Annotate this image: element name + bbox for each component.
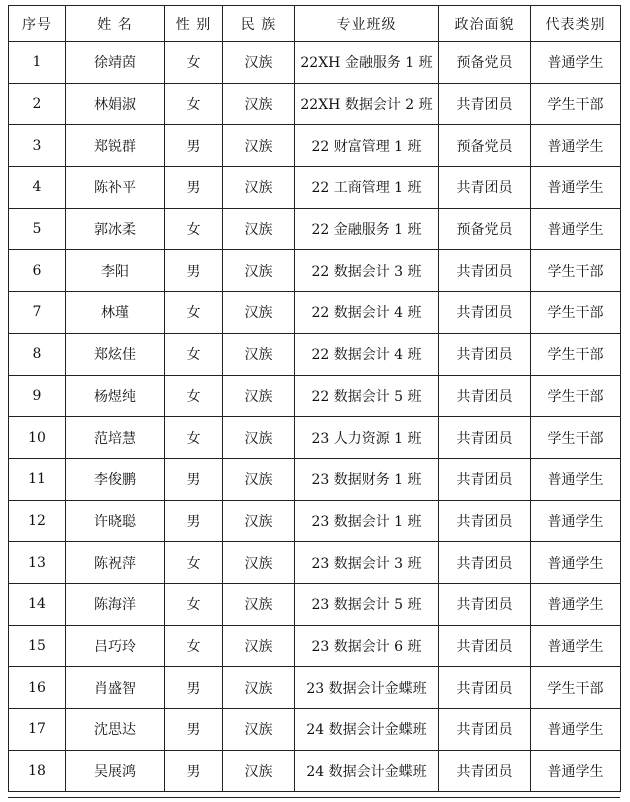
cell-ethnicity: 汉族 [223,417,295,459]
cell-class: 22 财富管理 1 班 [295,125,439,167]
cell-index: 4 [9,167,66,209]
cell-political-status: 共青团员 [439,750,531,792]
cell-representative-type: 普通学生 [531,709,621,751]
cell-political-status: 共青团员 [439,667,531,709]
table-header [9,6,621,42]
table-body [9,42,621,792]
cell-name: 陈补平 [66,167,165,209]
cell-gender: 女 [165,83,223,125]
cell-index: 10 [9,417,66,459]
cell-class: 22 数据会计 4 班 [295,333,439,375]
cell-gender: 男 [165,250,223,292]
cell-class: 23 数据会计金蝶班 [295,667,439,709]
table-row [9,83,621,125]
cell-name: 郑炫佳 [66,333,165,375]
cell-gender: 女 [165,583,223,625]
cell-index: 18 [9,750,66,792]
cell-ethnicity: 汉族 [223,542,295,584]
cell-gender: 男 [165,125,223,167]
cell-index: 15 [9,625,66,667]
cell-representative-type: 普通学生 [531,625,621,667]
cell-index: 9 [9,375,66,417]
cell-representative-type: 普通学生 [531,125,621,167]
table-row [9,417,621,459]
header-index: 序号 [9,6,66,42]
cell-political-status: 共青团员 [439,167,531,209]
cell-representative-type: 普通学生 [531,583,621,625]
cell-name: 肖盛智 [66,667,165,709]
cell-political-status: 共青团员 [439,375,531,417]
cell-class: 23 数据财务 1 班 [295,458,439,500]
cell-gender: 女 [165,375,223,417]
table-row [9,208,621,250]
cell-index: 13 [9,542,66,584]
cell-representative-type: 普通学生 [531,542,621,584]
cell-class: 23 数据会计 3 班 [295,542,439,584]
header-political-status: 政治面貌 [439,6,531,42]
cell-representative-type: 学生干部 [531,667,621,709]
table-row [9,292,621,334]
cell-class: 23 人力资源 1 班 [295,417,439,459]
cell-name: 许晓聪 [66,500,165,542]
table-row [9,667,621,709]
cell-representative-type: 学生干部 [531,250,621,292]
table-row [9,583,621,625]
cell-ethnicity: 汉族 [223,667,295,709]
cell-index: 5 [9,208,66,250]
table-row [9,375,621,417]
cell-political-status: 共青团员 [439,83,531,125]
cell-political-status: 共青团员 [439,250,531,292]
header-representative-type: 代表类别 [531,6,621,42]
cell-representative-type: 学生干部 [531,83,621,125]
cell-representative-type: 普通学生 [531,500,621,542]
cell-political-status: 共青团员 [439,458,531,500]
cell-ethnicity: 汉族 [223,625,295,667]
cell-class: 23 数据会计 5 班 [295,583,439,625]
cell-name: 陈祝萍 [66,542,165,584]
table-row [9,333,621,375]
cell-representative-type: 普通学生 [531,750,621,792]
cell-name: 林娟淑 [66,83,165,125]
table-row [9,42,621,84]
cell-class: 22XH 数据会计 2 班 [295,83,439,125]
cell-representative-type: 普通学生 [531,167,621,209]
table-row [9,125,621,167]
table-row [9,250,621,292]
cell-representative-type: 普通学生 [531,458,621,500]
cell-index: 7 [9,292,66,334]
cell-index: 8 [9,333,66,375]
header-ethnicity: 民 族 [223,6,295,42]
cell-name: 林瑾 [66,292,165,334]
cell-index: 11 [9,458,66,500]
cell-gender: 女 [165,625,223,667]
cell-representative-type: 学生干部 [531,292,621,334]
cell-ethnicity: 汉族 [223,583,295,625]
cell-political-status: 共青团员 [439,292,531,334]
cell-gender: 男 [165,500,223,542]
cell-gender: 男 [165,167,223,209]
cell-ethnicity: 汉族 [223,208,295,250]
cell-gender: 女 [165,542,223,584]
cell-gender: 女 [165,208,223,250]
cell-class: 23 数据会计 1 班 [295,500,439,542]
cell-political-status: 共青团员 [439,333,531,375]
bottom-border-line [8,797,620,798]
cell-ethnicity: 汉族 [223,750,295,792]
cell-index: 2 [9,83,66,125]
table-row [9,500,621,542]
header-class: 专业班级 [295,6,439,42]
table-row [9,542,621,584]
table-row [9,750,621,792]
cell-ethnicity: 汉族 [223,333,295,375]
cell-index: 6 [9,250,66,292]
header-row [9,6,621,42]
cell-class: 22 工商管理 1 班 [295,167,439,209]
cell-ethnicity: 汉族 [223,42,295,84]
cell-gender: 男 [165,458,223,500]
cell-ethnicity: 汉族 [223,292,295,334]
cell-political-status: 共青团员 [439,709,531,751]
cell-name: 陈海洋 [66,583,165,625]
table-row [9,167,621,209]
table-row [9,458,621,500]
cell-political-status: 共青团员 [439,417,531,459]
table-row [9,625,621,667]
cell-name: 李阳 [66,250,165,292]
cell-ethnicity: 汉族 [223,500,295,542]
table-row [9,709,621,751]
cell-ethnicity: 汉族 [223,250,295,292]
cell-gender: 男 [165,667,223,709]
cell-ethnicity: 汉族 [223,458,295,500]
cell-representative-type: 学生干部 [531,417,621,459]
cell-index: 14 [9,583,66,625]
cell-political-status: 预备党员 [439,125,531,167]
cell-ethnicity: 汉族 [223,125,295,167]
cell-ethnicity: 汉族 [223,375,295,417]
representatives-table [8,5,621,792]
cell-gender: 男 [165,750,223,792]
cell-ethnicity: 汉族 [223,83,295,125]
cell-name: 郭冰柔 [66,208,165,250]
cell-class: 22 数据会计 3 班 [295,250,439,292]
cell-index: 16 [9,667,66,709]
cell-class: 24 数据会计金蝶班 [295,709,439,751]
cell-political-status: 共青团员 [439,625,531,667]
cell-political-status: 共青团员 [439,542,531,584]
cell-ethnicity: 汉族 [223,167,295,209]
cell-name: 郑锐群 [66,125,165,167]
cell-gender: 女 [165,292,223,334]
cell-index: 17 [9,709,66,751]
cell-ethnicity: 汉族 [223,709,295,751]
cell-class: 24 数据会计金蝶班 [295,750,439,792]
cell-representative-type: 学生干部 [531,375,621,417]
cell-representative-type: 普通学生 [531,42,621,84]
cell-name: 杨煜纯 [66,375,165,417]
cell-name: 吴展鸿 [66,750,165,792]
cell-name: 范培慧 [66,417,165,459]
cell-index: 3 [9,125,66,167]
cell-political-status: 预备党员 [439,208,531,250]
header-name: 姓 名 [66,6,165,42]
cell-class: 22 金融服务 1 班 [295,208,439,250]
cell-gender: 女 [165,42,223,84]
cell-gender: 男 [165,709,223,751]
cell-class: 22 数据会计 4 班 [295,292,439,334]
cell-class: 22 数据会计 5 班 [295,375,439,417]
cell-representative-type: 普通学生 [531,208,621,250]
cell-index: 1 [9,42,66,84]
header-gender: 性 别 [165,6,223,42]
cell-class: 22XH 金融服务 1 班 [295,42,439,84]
cell-index: 12 [9,500,66,542]
cell-name: 徐靖茵 [66,42,165,84]
cell-representative-type: 学生干部 [531,333,621,375]
cell-name: 沈思达 [66,709,165,751]
cell-political-status: 共青团员 [439,500,531,542]
cell-gender: 女 [165,333,223,375]
cell-political-status: 预备党员 [439,42,531,84]
cell-class: 23 数据会计 6 班 [295,625,439,667]
cell-name: 吕巧玲 [66,625,165,667]
cell-gender: 女 [165,417,223,459]
cell-name: 李俊鹏 [66,458,165,500]
cell-political-status: 共青团员 [439,583,531,625]
